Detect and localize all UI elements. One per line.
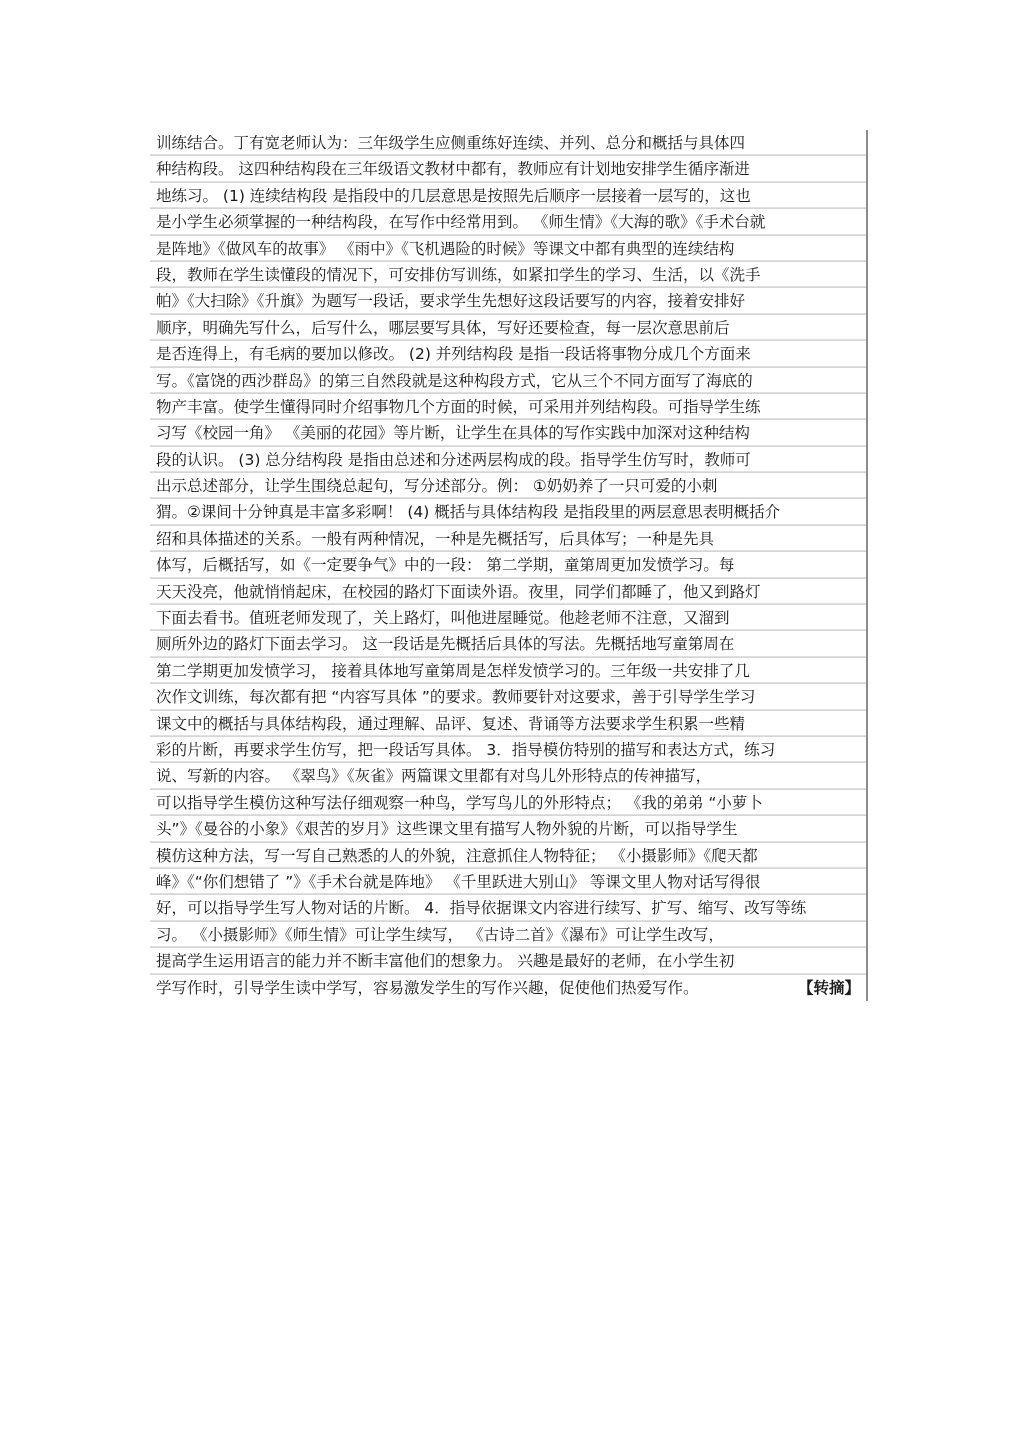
text-line: 好，可以指导学生写人物对话的片断。 4．指导依据课文内容进行续写、扩写、缩写、改写等练 xyxy=(150,895,868,921)
text-line: 彩的片断，再要求学生仿写，把一段话写具体。 3．指导模仿特别的描写和表达方式，练习 xyxy=(150,737,868,763)
text-line: 模仿这种方法，写一写自己熟悉的人的外貌，注意抓住人物特征； 《小摄影师》《爬天都 xyxy=(150,843,868,869)
text-line: 体写，后概括写，如《一定要争气》中的一段： 第二学期，童第周更加发愤学习。每 xyxy=(150,552,868,578)
text-line: 猬。②课间十分钟真是丰富多彩啊！ (4) 概括与具体结构段 是指段里的两层意思表明概括介 xyxy=(150,499,868,525)
text-line: 帕》《大扫除》《升旗》为题写一段话，要求学生先想好这段话要写的内容，接着安排好 xyxy=(150,288,868,314)
source-tag: 【转摘】 xyxy=(792,975,860,1001)
text-line: 峰》《“你们想错了 ”》《手术台就是阵地》 《千里跃进大别山》 等课文里人物对话写得很 xyxy=(150,869,868,895)
text-line: 段，教师在学生读懂段的情况下，可安排仿写训练，如紧扣学生的学习、生活，以《洗手 xyxy=(150,262,868,288)
text-line: 顺序，明确先写什么，后写什么，哪层要写具体，写好还要检查，每一层次意思前后 xyxy=(150,315,868,341)
text-line: 绍和具体描述的关系。一般有两种情况，一种是先概括写，后具体写；一种是先具 xyxy=(150,526,868,552)
text-line: 地练习。 (1) 连续结构段 是指段中的几层意思是按照先后顺序一层接着一层写的，这也 xyxy=(150,183,868,209)
text-line: 是阵地》《做风车的故事》 《雨中》《飞机遇险的时候》等课文中都有典型的连续结构 xyxy=(150,236,868,262)
text-line: 头”》《曼谷的小象》《艰苦的岁月》这些课文里有描写人物外貌的片断，可以指导学生 xyxy=(150,816,868,842)
text-line: 说、写新的内容。 《翠鸟》《灰雀》两篇课文里都有对鸟儿外形特点的传神描写， xyxy=(150,763,868,789)
text-line: 是否连得上，有毛病的要加以修改。 (2) 并列结构段 是指一段话将事物分成几个方面来 xyxy=(150,341,868,367)
article-body xyxy=(150,130,868,1001)
text-line: 物产丰富。使学生懂得同时介绍事物几个方面的时候，可采用并列结构段。可指导学生练 xyxy=(150,394,868,420)
text-line: 是小学生必须掌握的一种结构段，在写作中经常用到。 《师生情》《大海的歌》《手术台就 xyxy=(150,209,868,235)
text-line: 课文中的概括与具体结构段，通过理解、品评、复述、背诵等方法要求学生积累一些精 xyxy=(150,711,868,737)
text-line: 可以指导学生模仿这种写法仔细观察一种鸟，学写鸟儿的外形特点； 《我的弟弟 “小萝卜 xyxy=(150,790,868,816)
text-line: 次作文训练，每次都有把 “内容写具体 ”的要求。教师要针对这要求，善于引导学生学习 xyxy=(150,684,868,710)
text-line: 提高学生运用语言的能力并不断丰富他们的想象力。 兴趣是最好的老师，在小学生初 xyxy=(150,948,868,974)
final-line-text: 学写作时，引导学生读中学写，容易激发学生的写作兴趣，促使他们热爱写作。 xyxy=(156,978,699,997)
text-line: 写。《富饶的西沙群岛》的第三自然段就是这种构段方式，它从三个不同方面写了海底的 xyxy=(150,368,868,394)
text-line: 习。 《小摄影师》《师生情》可让学生续写， 《古诗二首》《瀑布》可让学生改写， xyxy=(150,922,868,948)
text-line: 第二学期更加发愤学习， 接着具体地写童第周是怎样发愤学习的。三年级一共安排了几 xyxy=(150,658,868,684)
text-line: 习写《校园一角》 《美丽的花园》等片断，让学生在具体的写作实践中加深对这种结构 xyxy=(150,420,868,446)
text-line-final xyxy=(150,975,868,1001)
text-line: 厕所外边的路灯下面去学习。 这一段话是先概括后具体的写法。先概括地写童第周在 xyxy=(150,631,868,657)
text-line: 种结构段。 这四种结构段在三年级语文教材中都有，教师应有计划地安排学生循序渐进 xyxy=(150,156,868,182)
text-line: 下面去看书。值班老师发现了，关上路灯，叫他进屋睡觉。他趁老师不注意，又溜到 xyxy=(150,605,868,631)
text-line: 训练结合。丁有宽老师认为：三年级学生应侧重练好连续、并列、总分和概括与具体四 xyxy=(150,130,868,156)
text-line: 天天没亮，他就悄悄起床，在校园的路灯下面读外语。夜里，同学们都睡了，他又到路灯 xyxy=(150,579,868,605)
text-line: 段的认识。 (3) 总分结构段 是指由总述和分述两层构成的段。指导学生仿写时，教师可 xyxy=(150,447,868,473)
text-line: 出示总述部分，让学生围绕总起句，写分述部分。例： ①奶奶养了一只可爱的小刺 xyxy=(150,473,868,499)
